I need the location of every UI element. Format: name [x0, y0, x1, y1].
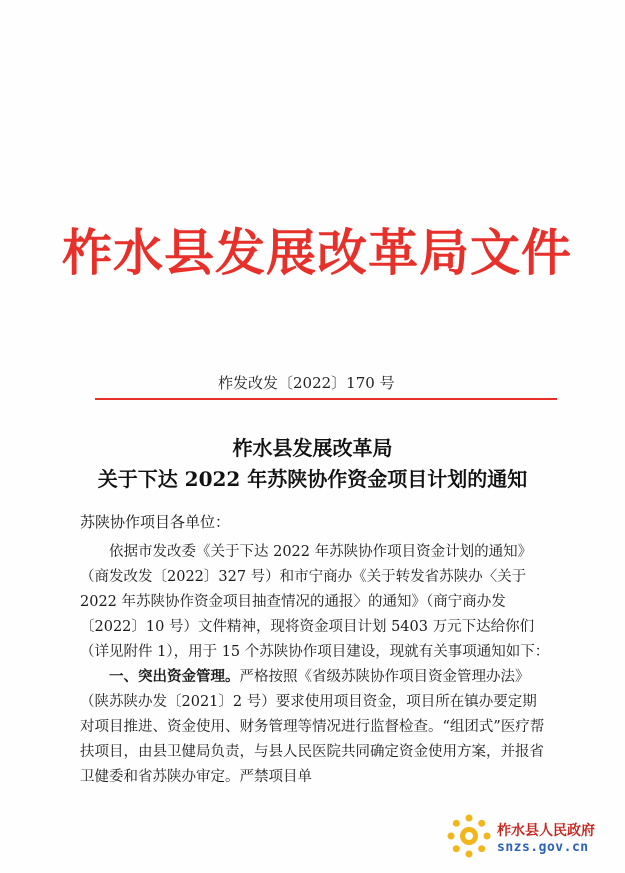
logo-domain: snzs.gov.cn — [497, 840, 589, 855]
paragraph-1: 依据市发改委《关于下达 2022 年苏陕协作项目资金计划的通知》（商发改发〔2022〕327 号）和市宁商办《关于转发省苏陕办〈关于 2022 年苏陕协作资金项目抽查情况的通报〉的通知》（商宁商办发〔2022〕10 号）文件精神，现将资金项目计划 5403 万元下达给你们（详见附件 1），用于 15 个苏陕协作项目建设，现就有关事项通知如下： — [80, 544, 550, 660]
notice-title-line1: 柞水县发展改革局 — [232, 436, 393, 460]
notice-title-line2: 关于下达 2022 年苏陕协作资金项目计划的通知 — [97, 467, 528, 491]
paragraph-2-text: 严格按照《省级苏陕协作项目资金管理办法》（陕苏陕办发〔2021〕2 号）要求使用项目资金，项目所在镇办要定期对项目推进、资金使用、财务管理等情况进行监督检查。“组团式”医疗帮扶项目，由县卫健局负责，与县人民医院共同确定资金使用方案，并报省卫健委和省苏陕办审定。严禁项目单 — [80, 669, 545, 785]
document-number: 柞发改发〔2022〕170 号 — [218, 374, 395, 392]
salutation: 苏陕协作项目各单位： — [80, 513, 231, 531]
section-heading: 一、突出资金管理。 — [109, 669, 240, 685]
agency-header-title: 柞水县发展改革局文件 — [62, 223, 572, 282]
sun-logo-icon — [445, 812, 493, 860]
body-text — [80, 540, 550, 790]
red-divider — [95, 398, 557, 400]
logo-name: 柞水县人民政府 — [497, 823, 595, 839]
government-logo — [445, 810, 615, 865]
paragraph-2 — [80, 665, 550, 790]
